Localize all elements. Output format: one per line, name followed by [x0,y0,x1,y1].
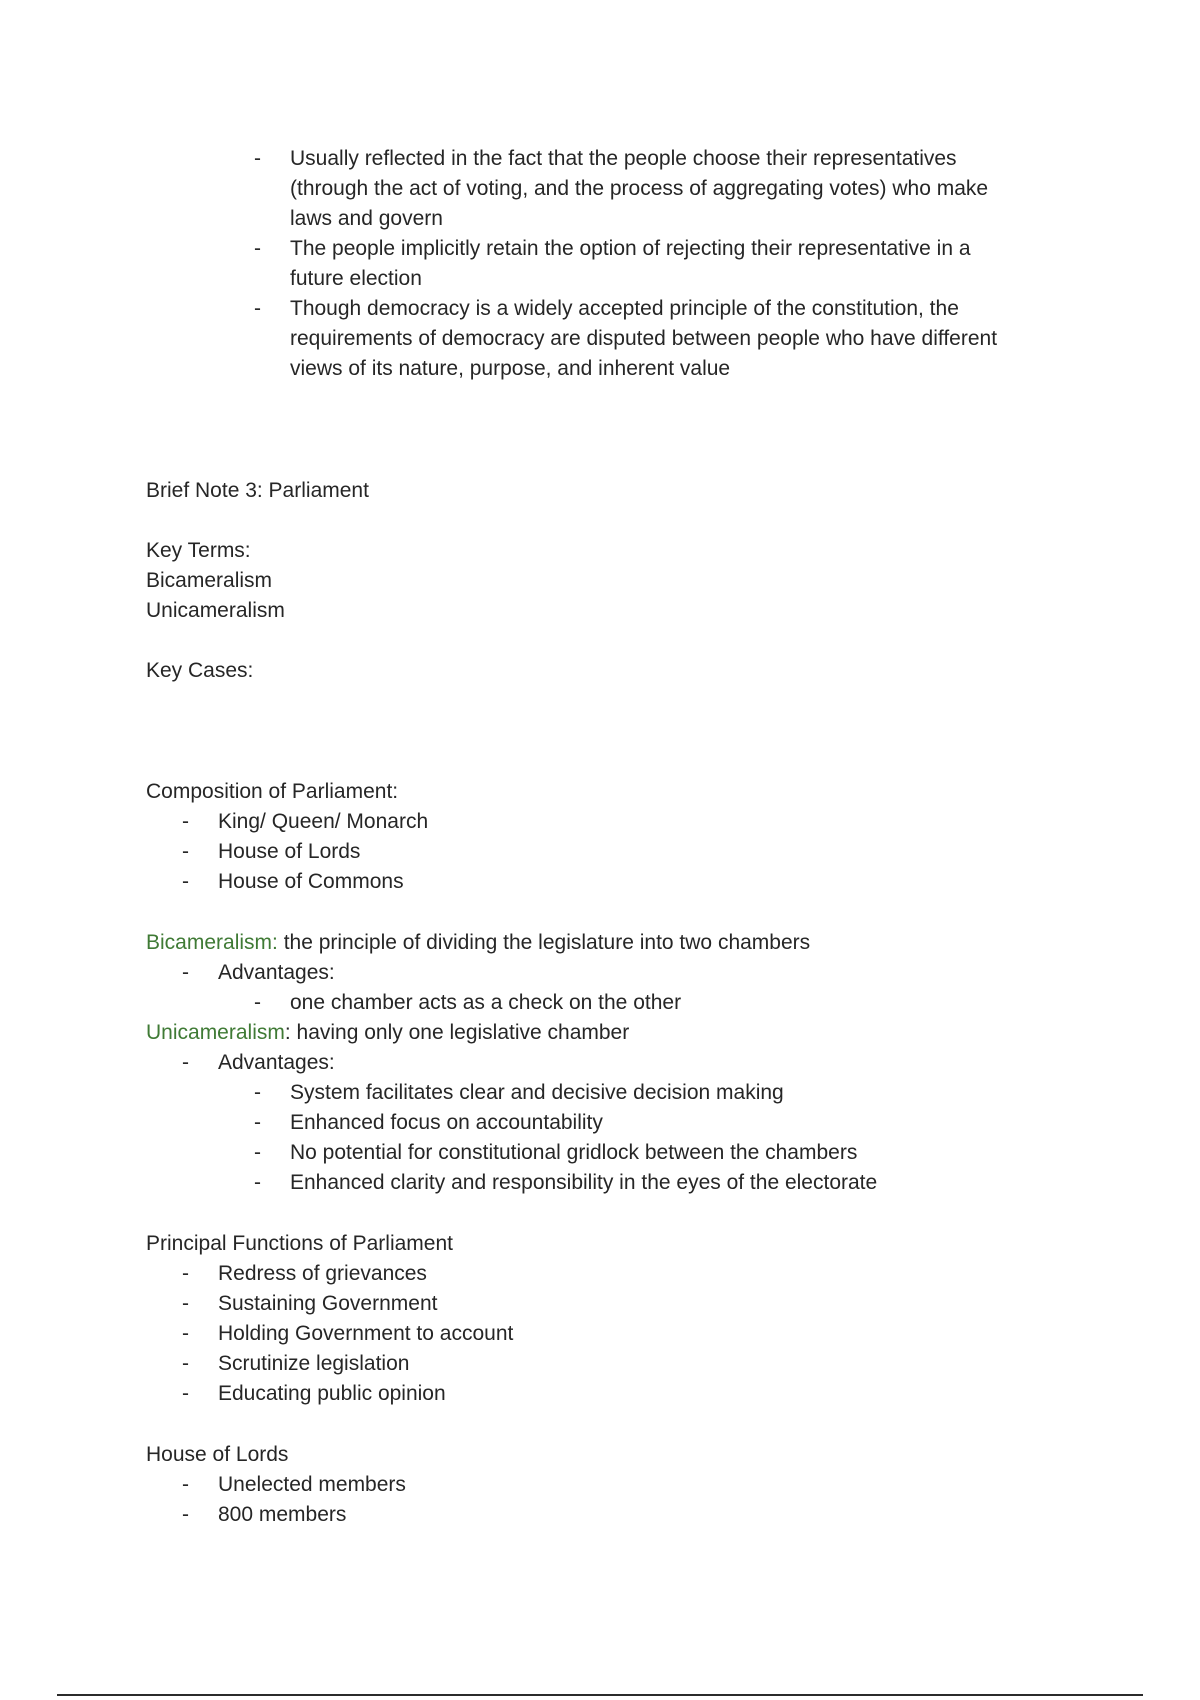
list-item: one chamber acts as a check on the other [290,991,682,1014]
advantages-label: Advantages: [218,1051,335,1074]
list-item-line: (through the act of voting, and the process of aggregating votes) who make [290,177,989,200]
bullet-dash: - [254,991,261,1014]
bullet-dash: - [182,1473,189,1496]
list-item: No potential for constitutional gridlock between the chambers [290,1141,858,1164]
bullet-dash: - [182,840,189,863]
list-item-line: laws and govern [290,207,443,230]
list-item: System facilitates clear and decisive decision making [290,1081,784,1104]
composition-heading: Composition of Parliament: [146,780,399,803]
lords-heading: House of Lords [146,1443,289,1466]
page-bottom-rule [57,1694,1143,1696]
key-cases-heading: Key Cases: [146,659,254,682]
list-item: Enhanced clarity and responsibility in the eyes of the electorate [290,1171,878,1194]
list-item: Unelected members [218,1473,406,1496]
bullet-dash: - [182,1352,189,1375]
bullet-dash: - [254,297,261,320]
unicameralism-definition [146,1018,629,1048]
bullet-dash: - [254,1081,261,1104]
bicameralism-definition-text: the principle of dividing the legislature into two chambers [277,931,811,954]
key-terms-heading: Key Terms: [146,539,251,562]
bullet-dash: - [254,1171,261,1194]
bullet-dash: - [254,1141,261,1164]
advantages-label: Advantages: [218,961,335,984]
list-item: Educating public opinion [218,1382,446,1405]
list-item: House of Lords [218,840,361,863]
bullet-dash: - [182,870,189,893]
bullet-dash: - [254,1111,261,1134]
functions-heading: Principal Functions of Parliament [146,1232,453,1255]
bicameralism-definition [146,928,810,958]
key-term-item: Unicameralism [146,599,285,622]
bullet-dash: - [254,147,261,170]
list-item: Scrutinize legislation [218,1352,410,1375]
list-item: Enhanced focus on accountability [290,1111,603,1134]
bullet-dash: - [182,810,189,833]
list-item-line: The people implicitly retain the option of rejecting their representative in a [290,237,971,260]
bullet-dash: - [182,1382,189,1405]
unicameralism-definition-text: : having only one legislative chamber [284,1021,630,1044]
list-item-line: Usually reflected in the fact that the people choose their representatives [290,147,957,170]
bullet-dash: - [182,1503,189,1526]
list-item: King/ Queen/ Monarch [218,810,429,833]
bullet-dash: - [182,1262,189,1285]
bullet-dash: - [182,1292,189,1315]
list-item: Holding Government to account [218,1322,514,1345]
list-item: House of Commons [218,870,404,893]
key-term-item: Bicameralism [146,569,273,592]
list-item: Sustaining Government [218,1292,438,1315]
bullet-dash: - [182,961,189,984]
note-title: Brief Note 3: Parliament [146,479,369,502]
bicameralism-term: Bicameralism: [146,931,278,954]
bullet-dash: - [254,237,261,260]
list-item-line: views of its nature, purpose, and inherent value [290,357,731,380]
list-item: Redress of grievances [218,1262,427,1285]
bullet-dash: - [182,1322,189,1345]
bullet-dash: - [182,1051,189,1074]
list-item: 800 members [218,1503,347,1526]
unicameralism-term: Unicameralism [146,1021,285,1044]
list-item-line: Though democracy is a widely accepted principle of the constitution, the [290,297,959,320]
list-item-line: future election [290,267,422,290]
list-item-line: requirements of democracy are disputed between people who have different [290,327,998,350]
